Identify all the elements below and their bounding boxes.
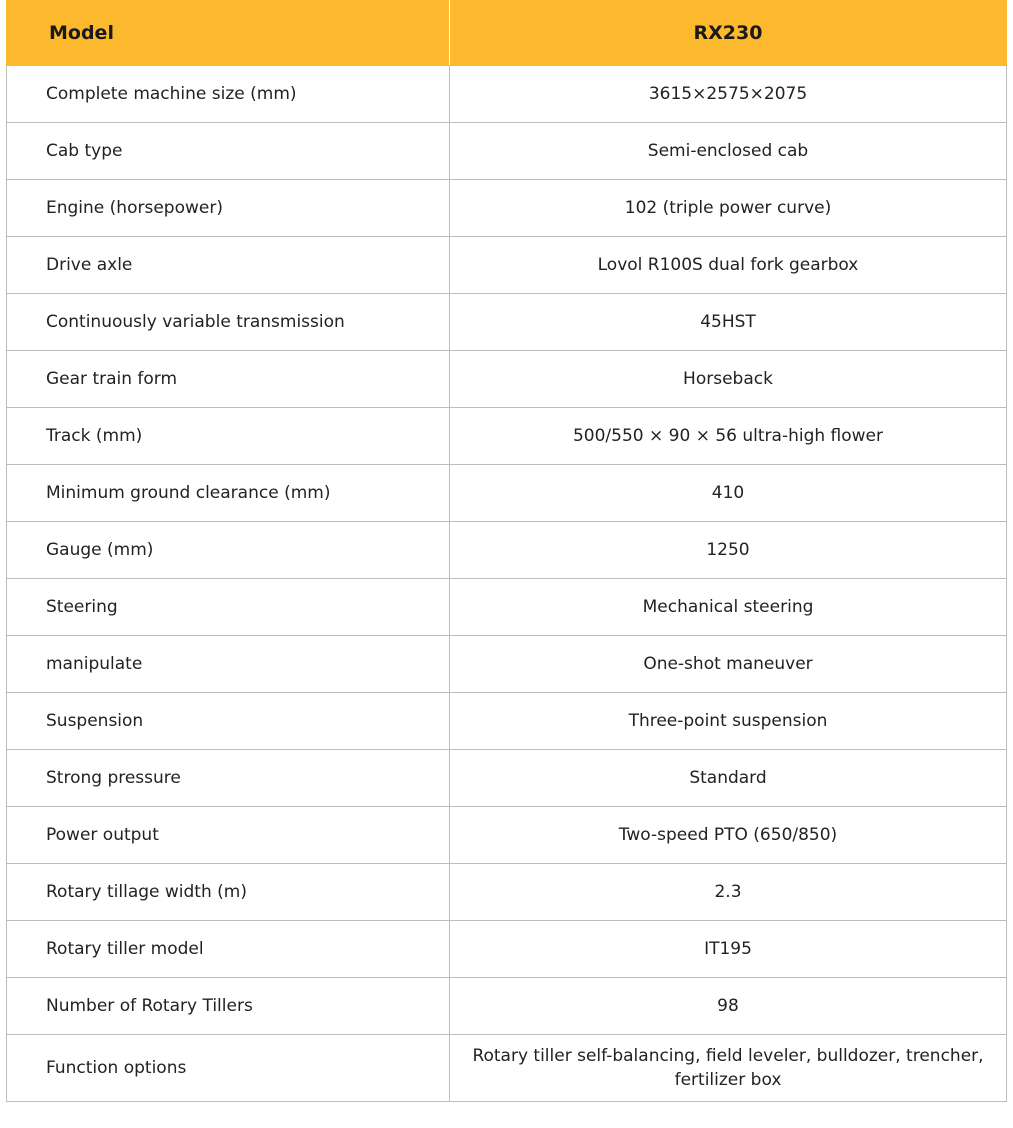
spec-label: Gauge (mm) xyxy=(7,522,450,579)
spec-value: IT195 xyxy=(450,921,1007,978)
spec-value: 102 (triple power curve) xyxy=(450,180,1007,237)
table-row xyxy=(7,465,1007,522)
spec-label: Complete machine size (mm) xyxy=(7,66,450,123)
table-row xyxy=(7,180,1007,237)
spec-value: 3615×2575×2075 xyxy=(450,66,1007,123)
model-header-label: Model xyxy=(7,1,450,66)
spec-value: Horseback xyxy=(450,351,1007,408)
spec-value: Two-speed PTO (650/850) xyxy=(450,807,1007,864)
spec-label: Steering xyxy=(7,579,450,636)
spec-value: Three-point suspension xyxy=(450,693,1007,750)
spec-table xyxy=(6,0,1007,1102)
spec-label: Rotary tillage width (m) xyxy=(7,864,450,921)
spec-value: Rotary tiller self-balancing, field leveler, bulldozer, trencher, fertilizer box xyxy=(450,1035,1007,1102)
spec-value: Semi-enclosed cab xyxy=(450,123,1007,180)
table-row xyxy=(7,579,1007,636)
table-row xyxy=(7,864,1007,921)
spec-label: Number of Rotary Tillers xyxy=(7,978,450,1035)
spec-label: Strong pressure xyxy=(7,750,450,807)
table-row xyxy=(7,294,1007,351)
spec-label: Drive axle xyxy=(7,237,450,294)
table-row xyxy=(7,807,1007,864)
spec-value: One-shot maneuver xyxy=(450,636,1007,693)
spec-label: Gear train form xyxy=(7,351,450,408)
spec-label: Power output xyxy=(7,807,450,864)
spec-label: Engine (horsepower) xyxy=(7,180,450,237)
table-row xyxy=(7,123,1007,180)
table-row xyxy=(7,693,1007,750)
spec-value: 98 xyxy=(450,978,1007,1035)
model-header-value: RX230 xyxy=(450,1,1007,66)
spec-value: Lovol R100S dual fork gearbox xyxy=(450,237,1007,294)
spec-label: Function options xyxy=(7,1035,450,1102)
spec-value: 410 xyxy=(450,465,1007,522)
spec-table-body xyxy=(7,66,1007,1102)
spec-value: Standard xyxy=(450,750,1007,807)
table-row xyxy=(7,351,1007,408)
spec-value: 2.3 xyxy=(450,864,1007,921)
table-row xyxy=(7,408,1007,465)
table-row xyxy=(7,522,1007,579)
spec-label: Continuously variable transmission xyxy=(7,294,450,351)
spec-label: Track (mm) xyxy=(7,408,450,465)
table-row xyxy=(7,636,1007,693)
spec-value: 500/550 × 90 × 56 ultra-high flower xyxy=(450,408,1007,465)
table-row xyxy=(7,66,1007,123)
spec-value: 1250 xyxy=(450,522,1007,579)
spec-value: Mechanical steering xyxy=(450,579,1007,636)
spec-label: manipulate xyxy=(7,636,450,693)
spec-label: Suspension xyxy=(7,693,450,750)
table-row xyxy=(7,921,1007,978)
header-row xyxy=(7,1,1007,66)
table-row xyxy=(7,750,1007,807)
spec-label: Rotary tiller model xyxy=(7,921,450,978)
table-row xyxy=(7,1035,1007,1102)
spec-value: 45HST xyxy=(450,294,1007,351)
spec-table-header xyxy=(7,1,1007,66)
spec-label: Cab type xyxy=(7,123,450,180)
table-row xyxy=(7,978,1007,1035)
table-row xyxy=(7,237,1007,294)
spec-label: Minimum ground clearance (mm) xyxy=(7,465,450,522)
